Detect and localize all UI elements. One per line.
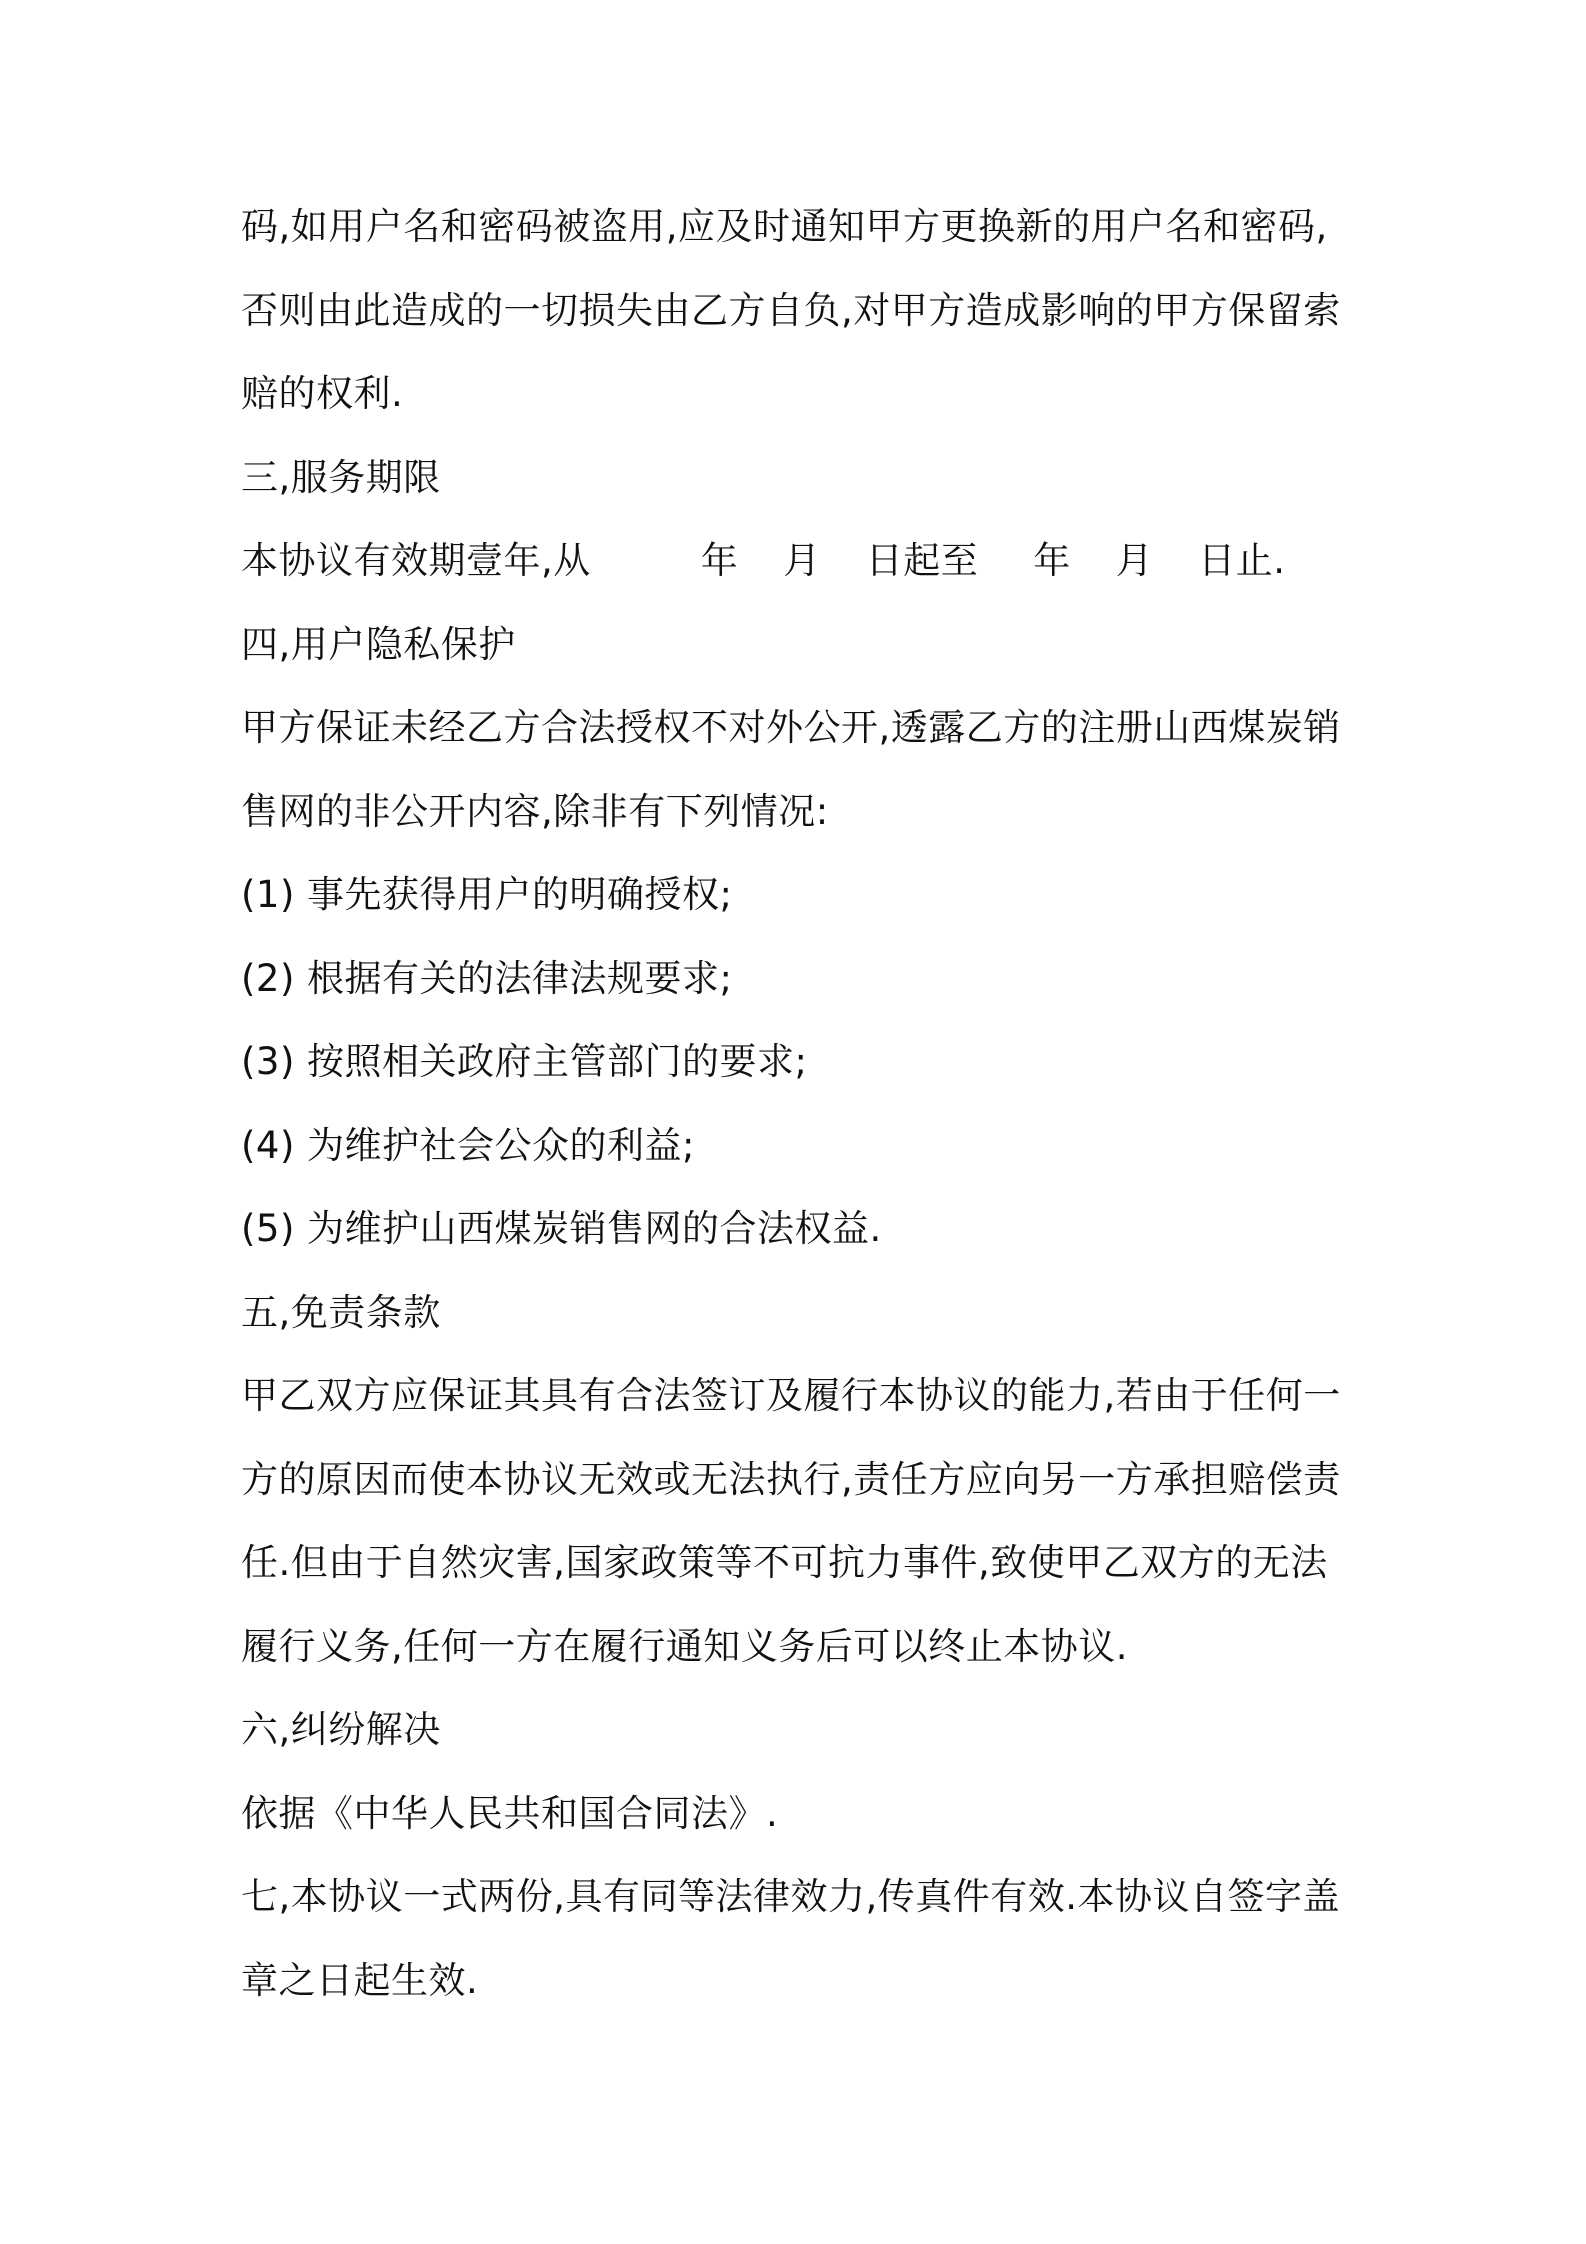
list-item-text: 为维护社会公众的利益; [307,1123,695,1167]
term-prefix: 本协议有效期壹年,从 [241,539,591,582]
list-item-number: (3) [241,1040,295,1083]
section-heading-dispute: 六,纠纷解决 [241,1708,441,1751]
list-item-text: 根据有关的法律法规要求; [307,956,733,1000]
section-heading-disclaimer: 五,免责条款 [241,1290,441,1334]
term-day-end: 日止. [1198,539,1286,582]
paragraph-line: 方的原因而使本协议无效或无法执行,责任方应向另一方承担赔偿责 [241,1457,1341,1501]
term-year-end: 年 [1033,539,1071,582]
paragraph-line: 否则由此造成的一切损失由乙方自负,对甲方造成影响的甲方保留索 [241,288,1341,332]
list-item-text: 按照相关政府主管部门的要求; [307,1040,808,1083]
paragraph-line: 赔的权利. [241,372,404,415]
list-item-number: (2) [241,956,295,1000]
list-item-number: (1) [241,873,295,916]
final-clause-line: 章之日起生效. [241,1958,479,2002]
term-month-end: 月 [1115,539,1154,582]
list-item [241,1125,1363,1167]
paragraph-line: 依据《中华人民共和国合同法》. [241,1791,779,1835]
section-heading-service-term: 三,服务期限 [241,455,441,499]
list-item [241,1041,1363,1083]
term-month-start: 月 [783,539,821,582]
term-day-start: 日起至 [865,539,979,582]
section-heading-privacy: 四,用户隐私保护 [241,622,516,666]
term-year-start: 年 [700,539,739,582]
list-item [241,1208,1363,1250]
list-item [241,958,1363,1000]
document-page [241,206,1363,2043]
list-item-text: 为维护山西煤炭销售网的合法权益. [307,1207,882,1250]
list-item [241,874,1363,916]
list-item-number: (5) [241,1207,295,1250]
paragraph-line: 码,如用户名和密码被盗用,应及时通知甲方更换新的用户名和密码, [241,205,1328,248]
paragraph-line: 甲乙双方应保证其具有合法签订及履行本协议的能力,若由于任何一 [241,1374,1341,1417]
paragraph-line: 任.但由于自然灾害,国家政策等不可抗力事件,致使甲乙双方的无法 [241,1541,1328,1584]
paragraph-line: 甲方保证未经乙方合法授权不对外公开,透露乙方的注册山西煤炭销 [241,706,1341,749]
paragraph-line: 售网的非公开内容,除非有下列情况: [241,789,829,833]
final-clause-line: 七,本协议一式两份,具有同等法律效力,传真件有效.本协议自签字盖 [241,1875,1341,1918]
paragraph-line: 履行义务,任何一方在履行通知义务后可以终止本协议. [241,1624,1129,1668]
list-item-number: (4) [241,1123,295,1167]
list-item-text: 事先获得用户的明确授权; [307,873,733,916]
term-sentence [241,540,1363,582]
